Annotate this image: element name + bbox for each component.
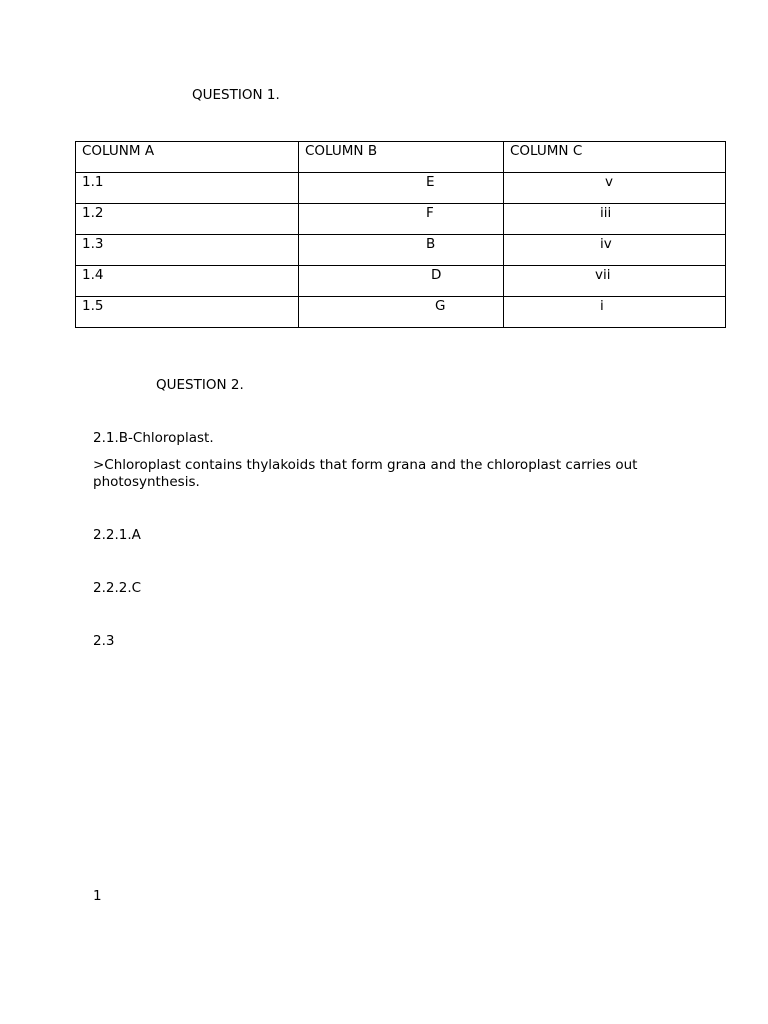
- answer-table: [75, 141, 726, 328]
- question-2-heading: QUESTION 2.: [156, 377, 244, 393]
- answer-2-1-explanation: >Chloroplast contains thylakoids that form grana and the chloroplast carries out photosynthesis.: [93, 457, 638, 490]
- table-cell: [76, 297, 299, 328]
- table-cell: [299, 204, 504, 235]
- table-header-row: [76, 142, 726, 173]
- table-row: [76, 266, 726, 297]
- table-cell: [504, 173, 726, 204]
- answer-2-3: 2.3: [93, 633, 115, 649]
- table-row: [76, 235, 726, 266]
- answer-2-2-1: 2.2.1.A: [93, 527, 141, 543]
- table-cell: [504, 235, 726, 266]
- row-number: 1.5: [82, 298, 104, 314]
- column-c-value: v: [605, 174, 613, 190]
- table-header-cell: [76, 142, 299, 173]
- answer-2-1: 2.1.B-Chloroplast.: [93, 430, 214, 446]
- table-header-cell: [504, 142, 726, 173]
- column-c-header: COLUMN C: [510, 143, 583, 159]
- column-c-value: iv: [600, 236, 612, 252]
- row-number: 1.1: [82, 174, 104, 190]
- table-row: [76, 204, 726, 235]
- table-cell: [504, 204, 726, 235]
- page-number: 1: [93, 888, 102, 904]
- row-number: 1.2: [82, 205, 104, 221]
- question-1-heading: QUESTION 1.: [192, 87, 280, 103]
- table-cell: [76, 173, 299, 204]
- answer-2-2-2: 2.2.2.C: [93, 580, 142, 596]
- table-cell: [299, 173, 504, 204]
- table-cell: [299, 235, 504, 266]
- table-cell: [299, 297, 504, 328]
- table-cell: [504, 297, 726, 328]
- table-row: [76, 297, 726, 328]
- column-c-value: i: [600, 298, 604, 314]
- column-a-header: COLUNM A: [82, 143, 155, 159]
- column-b-header: COLUMN B: [305, 143, 378, 159]
- column-b-value: E: [426, 174, 435, 190]
- table-cell: [299, 266, 504, 297]
- column-b-value: D: [431, 267, 442, 283]
- column-c-value: vii: [595, 267, 611, 283]
- row-number: 1.3: [82, 236, 104, 252]
- table-cell: [504, 266, 726, 297]
- row-number: 1.4: [82, 267, 104, 283]
- table-row: [76, 173, 726, 204]
- column-b-value: B: [426, 236, 436, 252]
- table-cell: [76, 235, 299, 266]
- table-cell: [76, 266, 299, 297]
- table-header-cell: [299, 142, 504, 173]
- column-b-value: F: [426, 205, 434, 221]
- column-c-value: iii: [600, 205, 612, 221]
- column-b-value: G: [435, 298, 446, 314]
- table-cell: [76, 204, 299, 235]
